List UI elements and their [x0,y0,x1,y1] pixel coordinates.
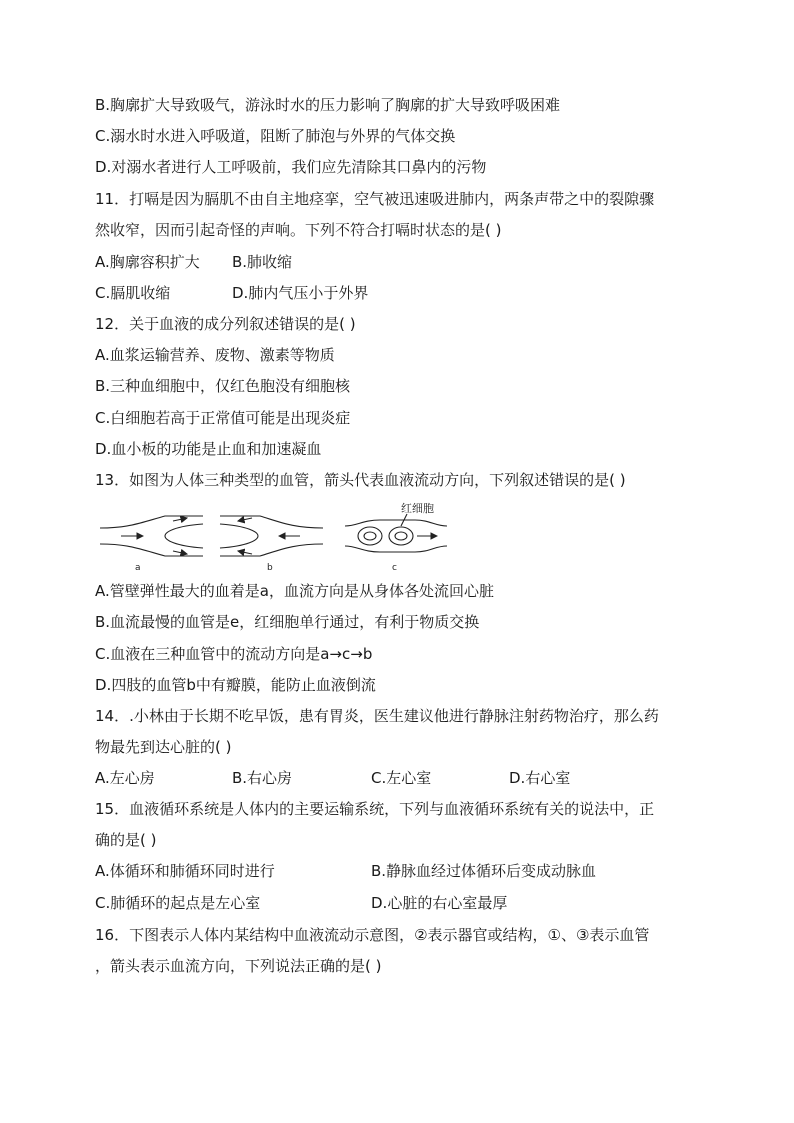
q11-option-c: C.膈肌收缩 [95,284,171,302]
label-a: a [135,563,141,572]
q11-options-row1 [95,252,715,272]
q14-option-c: C.左心室 [371,769,432,787]
q14-option-b: B.右心房 [232,769,293,787]
q10-option-d: D.对溺水者进行人工呼吸前，我们应先清除其口鼻内的污物 [95,158,487,176]
q14-options-row [95,768,715,788]
label-c: c [392,563,397,572]
q14-stem-line1: 14．.小林由于长期不吃早饭，患有胃炎，医生建议他进行静脉注射药物治疗，那么药 [95,707,659,725]
q13-option-a: A.管壁弹性最大的血着是a，血流方向是从身体各处流回心脏 [95,582,494,600]
q16-stem-line1: 16．下图表示人体内某结构中血液流动示意图，②表示器官或结构，①、③表示血管 [95,926,650,944]
q11-stem-line2: 然收窄，因而引起奇怪的声响。下列不符合打嗝时状态的是( ) [95,221,502,239]
q13-stem: 13．如图为人体三种类型的血管，箭头代表血液流动方向，下列叙述错误的是( ) [95,471,626,489]
q14-option-a: A.左心房 [95,769,155,787]
q13-option-d: D.四肢的血管b中有瓣膜，能防止血液倒流 [95,676,376,694]
q12-option-c: C.白细胞若高于正常值可能是出现炎症 [95,409,351,427]
q12-stem: 12．关于血液的成分列叙述错误的是( ) [95,315,356,333]
vessel-a-diagram [100,516,203,556]
q15-stem-line2: 确的是( ) [95,831,157,849]
vessel-c-diagram [345,514,447,552]
q11-option-a: A.胸廓容积扩大 [95,253,200,271]
q15-options-row2 [95,893,715,913]
q15-option-b: B.静脉血经过体循环后变成动脉血 [371,862,597,880]
q11-stem-line1: 11．打嗝是因为膈肌不由自主地痉挛，空气被迅速吸进肺内，两条声带之中的裂隙骤 [95,190,655,208]
q10-option-c: C.溺水时水进入呼吸道，阻断了肺泡与外界的气体交换 [95,127,456,145]
q15-option-d: D.心脏的右心室最厚 [371,894,508,912]
q12-option-b: B.三种血细胞中，仅红色胞没有细胞核 [95,377,351,395]
q11-option-b: B.肺收缩 [232,253,293,271]
label-b: b [267,563,273,572]
rbc-label: 红细胞 [401,502,434,515]
q15-stem-line1: 15．血液循环系统是人体内的主要运输系统，下列与血液循环系统有关的说法中，正 [95,800,655,818]
q15-option-a: A.体循环和肺循环同时进行 [95,862,275,880]
red-blood-cell-2 [389,527,413,545]
q16-stem-line2: ，箭头表示血流方向，下列说法正确的是( ) [95,957,382,975]
q11-options-row2 [95,283,715,303]
red-blood-cell-1 [358,527,382,545]
q11-option-d: D.肺内气压小于外界 [232,284,369,302]
q13-option-b: B.血流最慢的血管是e，红细胞单行通过，有利于物质交换 [95,613,480,631]
q15-options-row1 [95,861,715,881]
vessel-b-diagram [220,516,323,556]
q10-option-b: B.胸廓扩大导致吸气，游泳时水的压力影响了胸廓的扩大导致呼吸困难 [95,96,561,114]
blood-vessel-figure [95,500,455,572]
blood-vessel-diagram [95,500,455,572]
q12-option-d: D.血小板的功能是止血和加速凝血 [95,440,322,458]
q13-option-c: C.血液在三种血管中的流动方向是a→c→b [95,645,373,663]
q15-option-c: C.肺循环的起点是左心室 [95,894,261,912]
q14-option-d: D.右心室 [509,769,571,787]
q14-stem-line2: 物最先到达心脏的( ) [95,738,232,756]
q12-option-a: A.血浆运输营养、废物、激素等物质 [95,346,335,364]
